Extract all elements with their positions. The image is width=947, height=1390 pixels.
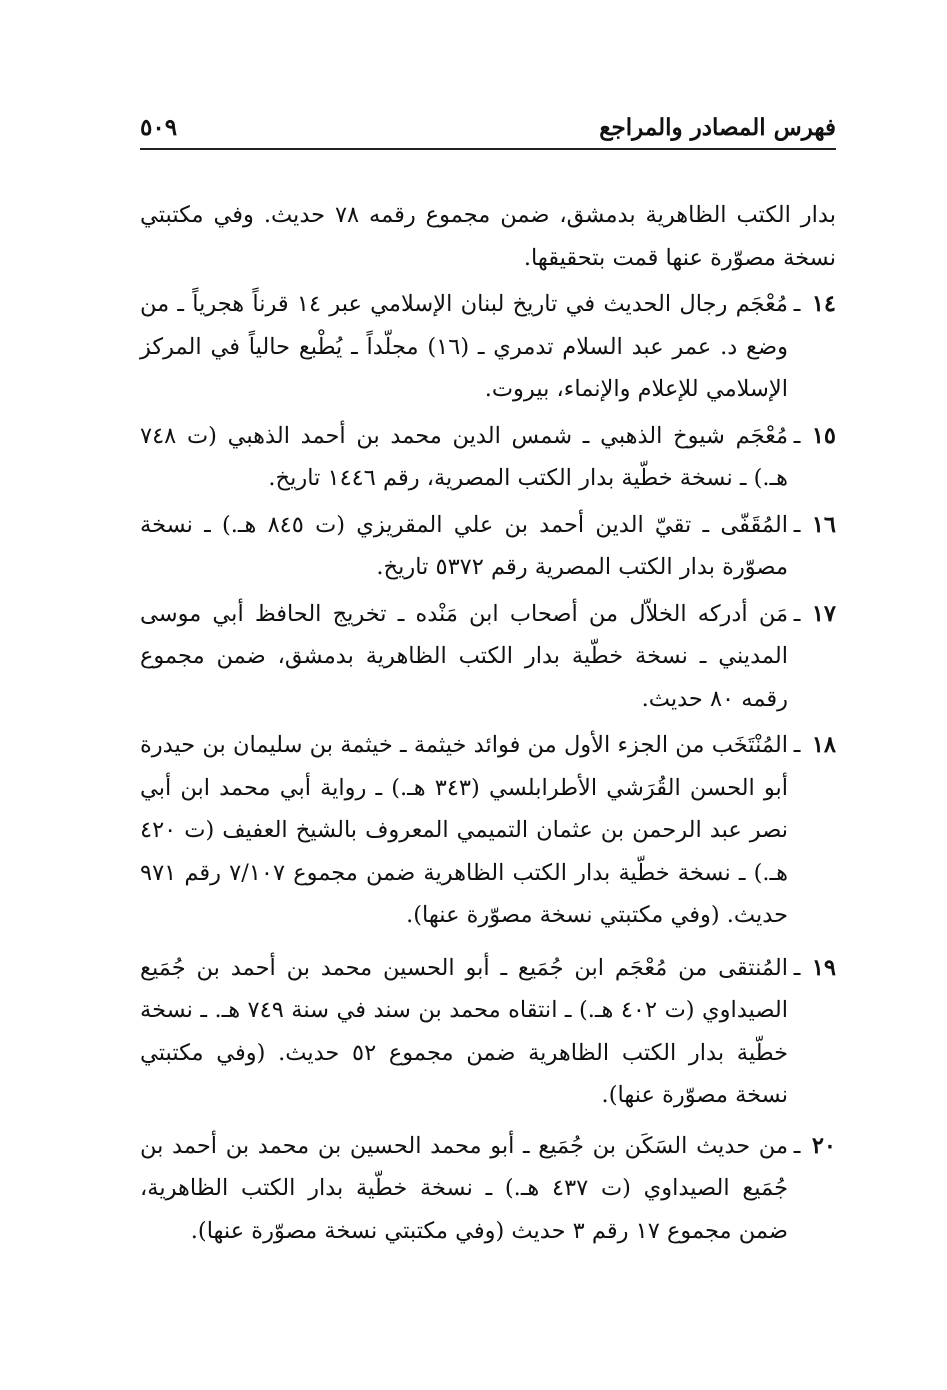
entry-dash: ـ [793, 291, 801, 317]
reference-entry-16 [140, 504, 836, 589]
entry-text: المُنْتَخَب من الجزء الأول من فوائد خيثمة ـ خيثمة بن سليمان بن حيدرة أبو الحسن القُرَشي الأطرابلسي (٣٤٣ هـ.) ـ رواية أبي محمد ابن أبي نصر عبد الرحمن بن عثمان التميمي المعروف بالشيخ العفيف (ت ٤٢٠ هـ.) ـ نسخة خطّية بدار الكتب الظاهرية ضمن مجموع ٧/١٠٧ رقم ٩٧١ حديث. (وفي مكتبتي نسخة مصوّرة عنها). [140, 732, 788, 928]
entry-dash: ـ [793, 600, 801, 627]
entry-text: المُنتقى من مُعْجَم ابن جُمَيع ـ أبو الحسين محمد بن أحمد بن جُمَيع الصيداوي (ت ٤٠٢ هـ.) ـ انتقاه محمد بن سند في سنة ٧٤٩ هـ. ـ نسخة خطّية بدار الكتب الظاهرية ضمن مجموع ٥٢ حديث. (وفي مكتبتي نسخة مصوّرة عنها). [140, 954, 789, 1108]
reference-entry-17 [140, 593, 836, 721]
page-number: ٥٠٩ [140, 114, 178, 141]
entry-dash: ـ [793, 511, 801, 538]
reference-entry-15 [140, 415, 836, 500]
reference-entry-18 [140, 724, 836, 937]
entry-dash: ـ [793, 1132, 801, 1159]
reference-entry-14 [140, 283, 836, 411]
header-title: فهرس المصادر والمراجع [599, 114, 836, 141]
entry-number: ١٥ [811, 422, 836, 449]
entry-dash: ـ [793, 954, 801, 981]
entry-number: ٢٠ [811, 1132, 836, 1159]
entry-number: ١٦ [811, 511, 836, 538]
entry-number: ١٨ [811, 732, 836, 758]
reference-entry-19 [140, 947, 836, 1117]
page-content [140, 194, 836, 1256]
entry-number: ١٤ [811, 291, 836, 317]
entry-text: مُعْجَم رجال الحديث في تاريخ لبنان الإسلامي عبر ١٤ قرناً هجرياً ـ من وضع د. عمر عبد السلام تدمري ـ (١٦) مجلّداً ـ يُطْبع حالياً في المركز الإسلامي للإعلام والإنماء، بيروت. [140, 291, 788, 402]
continued-paragraph: بدار الكتب الظاهرية بدمشق، ضمن مجموع رقمه ٧٨ حديث. وفي مكتبتي نسخة مصوّرة عنها قمت بتحقيقها. [140, 202, 836, 271]
entry-text: مُعْجَم شيوخ الذهبي ـ شمس الدين محمد بن أحمد الذهبي (ت ٧٤٨ هـ.) ـ نسخة خطّية بدار الكتب المصرية، رقم ١٤٤٦ تاريخ. [140, 422, 788, 491]
header-rule [140, 148, 836, 150]
entry-text: المُقَفّى ـ تقيّ الدين أحمد بن علي المقريزي (ت ٨٤٥ هـ.) ـ نسخة مصوّرة بدار الكتب المصرية رقم ٥٣٧٢ تاريخ. [140, 511, 789, 580]
entry-dash: ـ [793, 422, 801, 449]
entry-number: ١٧ [811, 600, 836, 627]
reference-entry-20 [140, 1125, 836, 1253]
entry-text: مَن أدركه الخلاّل من أصحاب ابن مَنْده ـ تخريج الحافظ أبي موسى المديني ـ نسخة خطّية بدار الكتب الظاهرية بدمشق، ضمن مجموع رقمه ٨٠ حديث. [140, 600, 788, 712]
entry-dash: ـ [793, 732, 801, 758]
entry-number: ١٩ [811, 954, 836, 981]
running-header [140, 110, 836, 150]
entry-text: من حديث السَكَن بن جُمَيع ـ أبو محمد الحسين بن محمد بن أحمد بن جُمَيع الصيداوي (ت ٤٣٧ هـ.) ـ نسخة خطّية بدار الكتب الظاهرية، ضمن مجموع ١٧ رقم ٣ حديث (وفي مكتبتي نسخة مصوّرة عنها). [140, 1132, 789, 1244]
